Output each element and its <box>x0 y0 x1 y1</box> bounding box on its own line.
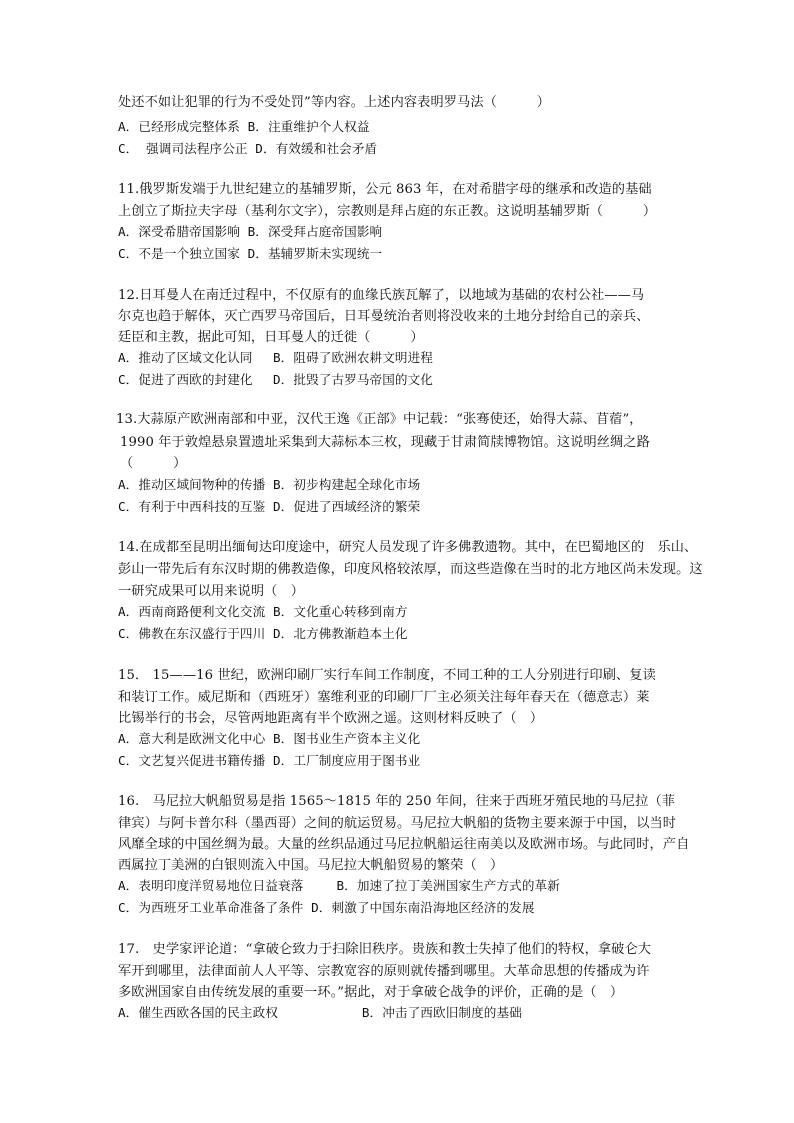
question-12-option-line: A．推动了区域文化认同 B．阻碍了欧洲农耕文明进程 <box>118 350 434 365</box>
question-17-option-line: A．催生西欧各国的民主政权 B．冲击了西欧旧制度的基础 <box>118 1005 522 1020</box>
question-10-option-line: C． 强调司法程序公正 D．有效缓和社会矛盾 <box>118 141 378 156</box>
question-14-stem-line: 14.在成都至昆明出缅甸达印度途中，研究人员发现了许多佛教遗物。其中，在巴蜀地区的 乐山、 <box>118 540 698 555</box>
question-15-option-line: A．意大利是欧洲文化中心 B．图书业生产资本主义化 <box>118 731 421 746</box>
question-16-stem-line: 16. 马尼拉大帆船贸易是指 1565～1815 年的 250 年间，往来于西班牙殖民地的马尼拉（菲 <box>118 794 676 809</box>
question-10-stem-line: 处还不如让犯罪的行为不受处罚”等内容。上述内容表明罗马法（ ） <box>118 95 551 110</box>
question-15-stem-line: 15． 15——16 世纪，欧洲印刷厂实行车间工作制度，不同工种的工人分别进行印刷、复读 <box>118 668 656 683</box>
question-16-stem-line: 西属拉丁美洲的白银则流入中国。马尼拉大帆船贸易的繁荣（ ） <box>118 858 504 873</box>
question-13-stem-line: 13.大蒜原产欧洲南部和中亚，汉代王逸《正部》中记载：“张骞使还，始得大蒜、苜蓿”， <box>116 412 643 427</box>
question-11-stem-line: 上创立了斯拉夫字母（基利尔文字），宗教则是拜占庭的东正教。这说明基辅罗斯（ ） <box>118 204 657 219</box>
question-13-option-line: C．有利于中西科技的互鉴 D．促进了西域经济的繁荣 <box>118 499 421 514</box>
question-17-stem-line: 多欧洲国家自由传统发展的重要一环。”据此，对于拿破仑战争的评价，正确的是（ ） <box>118 985 624 1000</box>
question-12-stem-line: 12.日耳曼人在南迁过程中，不仅原有的血缘氏族瓦解了，以地域为基础的农村公社——马 <box>118 288 645 303</box>
question-13-option-line: A．推动区域间物种的传播 B．初步构建起全球化市场 <box>118 477 421 492</box>
question-12-option-line: C．促进了西欧的封建化 D．批毁了古罗马帝国的文化 <box>118 372 434 387</box>
question-13-stem-line: （ ） <box>120 456 187 471</box>
question-15-option-line: C．文艺复兴促进书籍传播 D．工厂制度应用于图书业 <box>118 753 421 768</box>
question-15-stem-line: 和装订工作。威尼斯和（西班牙）塞维利亚的印刷厂厂主必须关注每年春天在（德意志）莱 <box>118 690 650 705</box>
question-14-option-line: A．西南商路便利文化交流 B．文化重心转移到南方 <box>118 604 408 619</box>
question-10-option-line: A．已经形成完整体系 B．注重维护个人权益 <box>118 119 370 134</box>
question-12-stem-line: 尔克也趋于解体，灭亡西罗马帝国后，日耳曼统治者则将没收来的土地分封给自己的亲兵、 <box>118 309 650 324</box>
question-16-option-line: A．表明印度洋贸易地位日益衰落 B．加速了拉丁美洲国家生产方式的革新 <box>118 878 560 893</box>
question-14-stem-line: 一研究成果可以用来说明（ ） <box>118 584 305 599</box>
question-17-stem-line: 军开到哪里，法律面前人人平等、宗教宽容的原则就传播到哪里。大革命思想的传播成为许 <box>118 964 650 979</box>
question-15-stem-line: 比锡举行的书会，尽管两地距离有半个欧洲之遥。这则材料反映了（ ） <box>118 711 544 726</box>
question-16-stem-line: 风靡全球的中国丝绸为最。大量的丝织品通过马尼拉帆船运往南美以及欧洲市场。与此同时，产自 <box>118 837 690 852</box>
question-16-option-line: C．为西班牙工业革命准备了条件 D．刺激了中国东南沿海地区经济的发展 <box>118 900 535 915</box>
question-11-option-line: A．深受希腊帝国影响 B．深受拜占庭帝国影响 <box>118 224 383 239</box>
question-14-stem-line: 彭山一带先后有东汉时期的佛教造像，印度风格较浓厚，而这些造像在当时的北方地区尚未发现。这 <box>118 562 703 577</box>
question-11-option-line: C．不是一个独立国家 D．基辅罗斯未实现统一 <box>118 246 383 261</box>
question-11-stem-line: 11.俄罗斯发端于九世纪建立的基辅罗斯，公元 863 年，在对希腊字母的继承和改造的基础 <box>118 182 652 197</box>
question-14-option-line: C．佛教在东汉盛行于四川 D．北方佛教渐趋本土化 <box>118 626 408 641</box>
question-17-stem-line: 17. 史学家评论道：“拿破仑致力于扫除旧秩序。贵族和教士失掉了他们的特权，拿破仑大 <box>118 942 652 957</box>
question-12-stem-line: 廷臣和主教，据此可知，日耳曼人的迁徙（ ） <box>118 330 424 345</box>
question-13-stem-line: 1990 年于敦煌悬泉置遗址采集到大蒜标本三枚，现藏于甘肃简牍博物馆。这说明丝绸之路 <box>120 435 650 450</box>
question-16-stem-line: 律宾）与阿卡普尔科（墨西哥）之间的航运贸易。马尼拉大帆船的货物主要来源于中国，以当时 <box>118 816 677 831</box>
